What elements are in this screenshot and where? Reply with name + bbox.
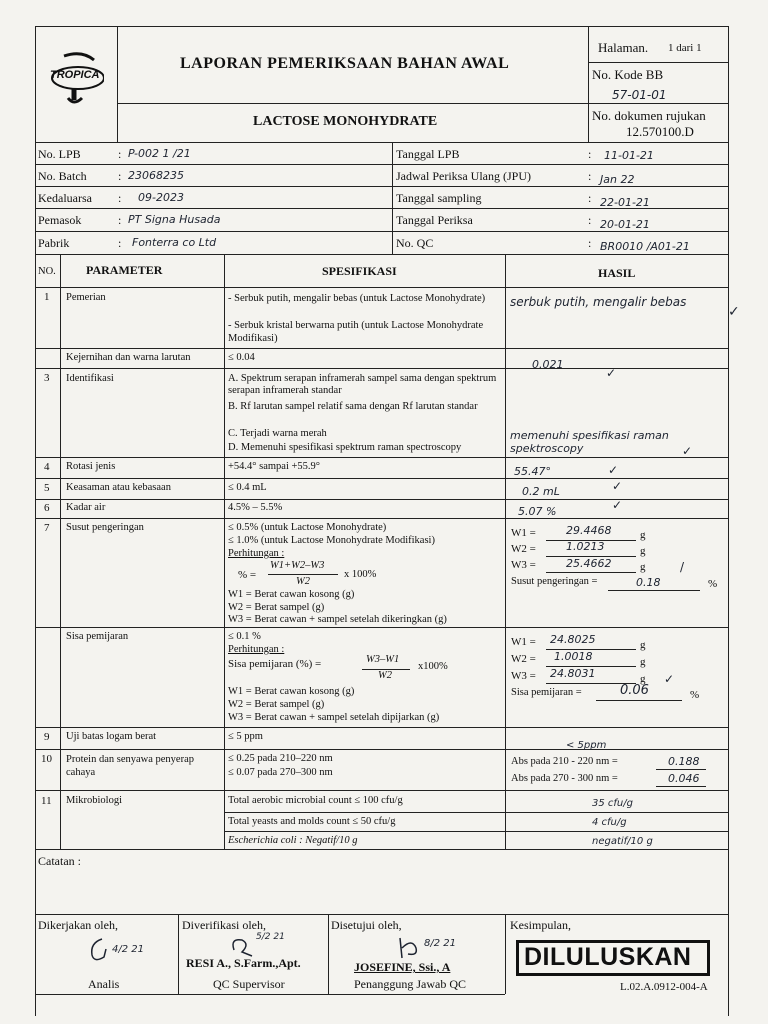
colon: : [588, 213, 592, 227]
check-mark-icon: ✓ [612, 479, 623, 493]
row-number: 11 [41, 795, 52, 807]
colon: : [118, 236, 122, 250]
row-spec: ≤ 0.5% (untuk Lactose Monohydrate) [228, 522, 387, 533]
ref-label: No. dokumen rujukan [592, 108, 706, 123]
row-number: 10 [41, 753, 52, 765]
row-result: 0.021 [532, 358, 564, 371]
signature-role: Penanggung Jawab QC [354, 977, 466, 991]
result-label: W3 = [511, 670, 536, 682]
result-label: Abs pada 210 - 220 nm = [511, 756, 618, 767]
formula-numerator: W1+W2–W3 [270, 560, 325, 571]
colon: : [588, 236, 592, 250]
signature-title: Diverifikasi oleh, [182, 918, 266, 932]
code-value: 57-01-01 [612, 88, 667, 102]
formula-right: x100% [418, 661, 448, 672]
row-parameter: Susut pengeringan [66, 522, 144, 533]
row-number: 1 [44, 291, 50, 303]
page-value: 1 dari 1 [668, 42, 702, 54]
company-logo [44, 48, 104, 108]
row-spec: D. Memenuhi spesifikasi spektrum raman spectroscopy [228, 442, 462, 453]
row-parameter: Sisa pemijaran [66, 631, 129, 642]
signature-role: Analis [88, 977, 120, 991]
row-number: 9 [44, 731, 50, 743]
lpb-value: P-002 1 /21 [128, 147, 191, 160]
result-label: W2 = [511, 543, 536, 555]
expiry-value: 09-2023 [138, 191, 184, 204]
check-mark-icon: / [680, 560, 685, 574]
row-result: 35 cfu/g [592, 798, 633, 809]
batch-label: No. Batch [38, 169, 87, 183]
approval-stamp-text: DILULUSKAN [524, 943, 692, 971]
result-label: W1 = [511, 527, 536, 539]
signature-title: Dikerjakan oleh, [38, 918, 118, 932]
result-label: W3 = [511, 559, 536, 571]
unit-label: g [640, 639, 646, 651]
row-spec: W3 = Berat cawan + sampel setelah dikeringkan (g) [228, 614, 447, 625]
result-value: 29.4468 [566, 524, 612, 537]
result-value: 25.4662 [566, 557, 612, 570]
recheck-label: Jadwal Periksa Ulang (JPU) [396, 169, 531, 183]
signature-title: Disetujui oleh, [331, 918, 402, 932]
row-spec: 4.5% – 5.5% [228, 502, 283, 513]
row-spec: W1 = Berat cawan kosong (g) [228, 589, 355, 600]
row-parameter: Kadar air [66, 502, 106, 513]
signature-date: 5/2 21 [256, 932, 285, 942]
check-date-label: Tanggal Periksa [396, 213, 473, 227]
formula-denominator: W2 [378, 670, 392, 681]
result-value: 1.0018 [554, 650, 593, 663]
report-title: LAPORAN PEMERIKSAAN BAHAN AWAL [180, 55, 510, 72]
row-spec: Escherichia coli : Negatif/10 g [228, 835, 358, 846]
row-result: memenuhi spesifikasi raman spektroscopy [510, 429, 669, 455]
result-value: 0.18 [636, 576, 661, 589]
row-parameter: Protein dan senyawa penyerap cahaya [66, 754, 194, 778]
page-label: Halaman. [598, 40, 649, 55]
result-label: Sisa pemijaran = [511, 687, 582, 698]
row-result: negatif/10 g [592, 836, 653, 847]
batch-value: 23068235 [128, 169, 184, 182]
conclusion-title: Kesimpulan, [510, 918, 571, 932]
row-spec: C. Terjadi warna merah [228, 428, 327, 439]
row-result: 5.07 % [518, 505, 557, 518]
unit-label: g [640, 545, 646, 557]
manufacturer-label: Pabrik [38, 236, 70, 250]
row-spec: ≤ 0.4 mL [228, 482, 267, 493]
handwritten-signature-icon [396, 934, 426, 962]
result-value: 0.046 [668, 772, 700, 785]
row-spec: A. Spektrum serapan inframerah sampel sama dengan spektrum serapan inframerah standar [228, 373, 497, 396]
colon: : [118, 191, 122, 205]
row-spec: W2 = Berat sampel (g) [228, 699, 325, 710]
col-header-spec: SPESIFIKASI [322, 264, 397, 278]
result-value: 0.06 [620, 683, 649, 698]
signer-name: RESI A., S.Farm.,Apt. [186, 956, 301, 970]
row-spec: W1 = Berat cawan kosong (g) [228, 686, 355, 697]
row-result: serbuk putih, mengalir bebas [510, 295, 687, 309]
recheck-value: Jan 22 [600, 173, 635, 186]
qc-number-label: No. QC [396, 236, 434, 250]
result-value: 0.188 [668, 755, 700, 768]
row-parameter: Keasaman atau kebasaan [66, 482, 171, 493]
formula-left: Sisa pemijaran (%) = [228, 658, 322, 670]
row-result: < 5ppm [566, 740, 607, 751]
result-value: 24.8031 [550, 667, 596, 680]
supplier-label: Pemasok [38, 213, 82, 227]
row-spec: ≤ 0.25 pada 210–220 nm [228, 753, 333, 764]
row-spec: Total aerobic microbial count ≤ 100 cfu/g [228, 795, 403, 806]
expiry-label: Kedaluarsa [38, 191, 92, 205]
row-result: 4 cfu/g [592, 817, 627, 828]
signature-date: 8/2 21 [424, 938, 456, 949]
row-spec: ≤ 0.04 [228, 352, 255, 363]
row-spec: ≤ 0.07 pada 270–300 nm [228, 767, 333, 778]
row-spec: ≤ 1.0% (untuk Lactose Monohydrate Modifikasi) [228, 535, 435, 546]
row-parameter: Kejernihan dan warna larutan [66, 352, 191, 363]
row-spec: - Serbuk putih, mengalir bebas (untuk Lactose Monohydrate) [228, 293, 486, 304]
row-parameter: Rotasi jenis [66, 461, 116, 472]
result-value: 1.0213 [566, 540, 605, 553]
qc-number-value: BR0010 /A01-21 [600, 240, 690, 253]
check-mark-icon: ✓ [728, 304, 740, 320]
row-spec: - Serbuk kristal berwarna putih (untuk Lactose Monohydrate Modifikasi) [228, 320, 484, 344]
unit-label: g [640, 561, 646, 573]
code-label: No. Kode BB [592, 67, 664, 82]
result-label: W2 = [511, 653, 536, 665]
unit-label: g [640, 656, 646, 668]
lpb-date-label: Tanggal LPB [396, 147, 460, 161]
unit-label: g [640, 673, 646, 685]
sampling-date-value: 22-01-21 [600, 196, 650, 209]
col-header-result: HASIL [598, 266, 636, 280]
signer-name: JOSEFINE, Ssi., A [354, 960, 451, 974]
row-number: 7 [44, 522, 50, 534]
check-mark-icon: ✓ [608, 463, 619, 477]
row-result: 55.47° [514, 465, 551, 478]
check-mark-icon: ✓ [612, 498, 623, 512]
colon: : [588, 191, 592, 205]
result-value: 24.8025 [550, 633, 596, 646]
row-parameter: Pemerian [66, 292, 106, 303]
row-parameter: Identifikasi [66, 373, 114, 384]
row-spec: +54.4° sampai +55.9° [228, 461, 320, 472]
document-code: L.02.A.0912-004-A [620, 981, 708, 993]
unit-label: % [690, 689, 700, 701]
ref-value: 12.570100.D [626, 124, 694, 139]
row-parameter: Uji batas logam berat [66, 731, 157, 742]
colon: : [118, 169, 122, 183]
row-number: 3 [44, 372, 50, 384]
logo-text: TROPICA [50, 69, 100, 81]
notes-label: Catatan : [38, 854, 81, 868]
colon: : [588, 169, 592, 183]
row-number: 4 [44, 461, 50, 473]
row-spec: W2 = Berat sampel (g) [228, 602, 325, 613]
signature-date: 4/2 21 [112, 944, 144, 955]
check-date-value: 20-01-21 [600, 218, 650, 231]
formula-numerator: W3–W1 [366, 654, 400, 665]
col-header-parameter: PARAMETER [86, 263, 163, 277]
result-label: W1 = [511, 636, 536, 648]
result-label: Abs pada 270 - 300 nm = [511, 773, 618, 784]
row-spec: ≤ 5 ppm [228, 731, 263, 742]
formula-left: % = [238, 569, 257, 581]
unit-label: g [640, 529, 646, 541]
calc-label: Perhitungan : [228, 644, 285, 655]
formula-right: x 100% [344, 569, 377, 580]
sampling-date-label: Tanggal sampling [396, 191, 482, 205]
check-mark-icon: ✓ [682, 444, 693, 458]
row-spec: ≤ 0.1 % [228, 631, 261, 642]
row-parameter: Mikrobiologi [66, 795, 123, 806]
formula-denominator: W2 [296, 576, 310, 587]
colon: : [588, 147, 592, 161]
lpb-date-value: 11-01-21 [604, 149, 654, 162]
supplier-value: PT Signa Husada [128, 213, 221, 226]
check-mark-icon: ✓ [664, 672, 675, 686]
row-spec: B. Rf larutan sampel relatif sama dengan Rf larutan standar [228, 401, 478, 412]
signature-role: QC Supervisor [213, 977, 285, 991]
row-result: 0.2 mL [522, 485, 560, 498]
unit-label: % [708, 578, 718, 590]
colon: : [118, 213, 122, 227]
row-spec: W3 = Berat cawan + sampel setelah dipijarkan (g) [228, 712, 440, 723]
row-number: 5 [44, 482, 50, 494]
row-number: 6 [44, 502, 50, 514]
manufacturer-value: Fonterra co Ltd [132, 236, 217, 249]
material-name: LACTOSE MONOHYDRATE [253, 114, 438, 129]
colon: : [118, 147, 122, 161]
check-mark-icon: ✓ [606, 366, 617, 380]
calc-label: Perhitungan : [228, 548, 285, 559]
row-spec: Total yeasts and molds count ≤ 50 cfu/g [228, 816, 396, 827]
result-label: Susut pengeringan = [511, 576, 598, 587]
col-header-no: NO. [38, 266, 56, 277]
lpb-label: No. LPB [38, 147, 81, 161]
